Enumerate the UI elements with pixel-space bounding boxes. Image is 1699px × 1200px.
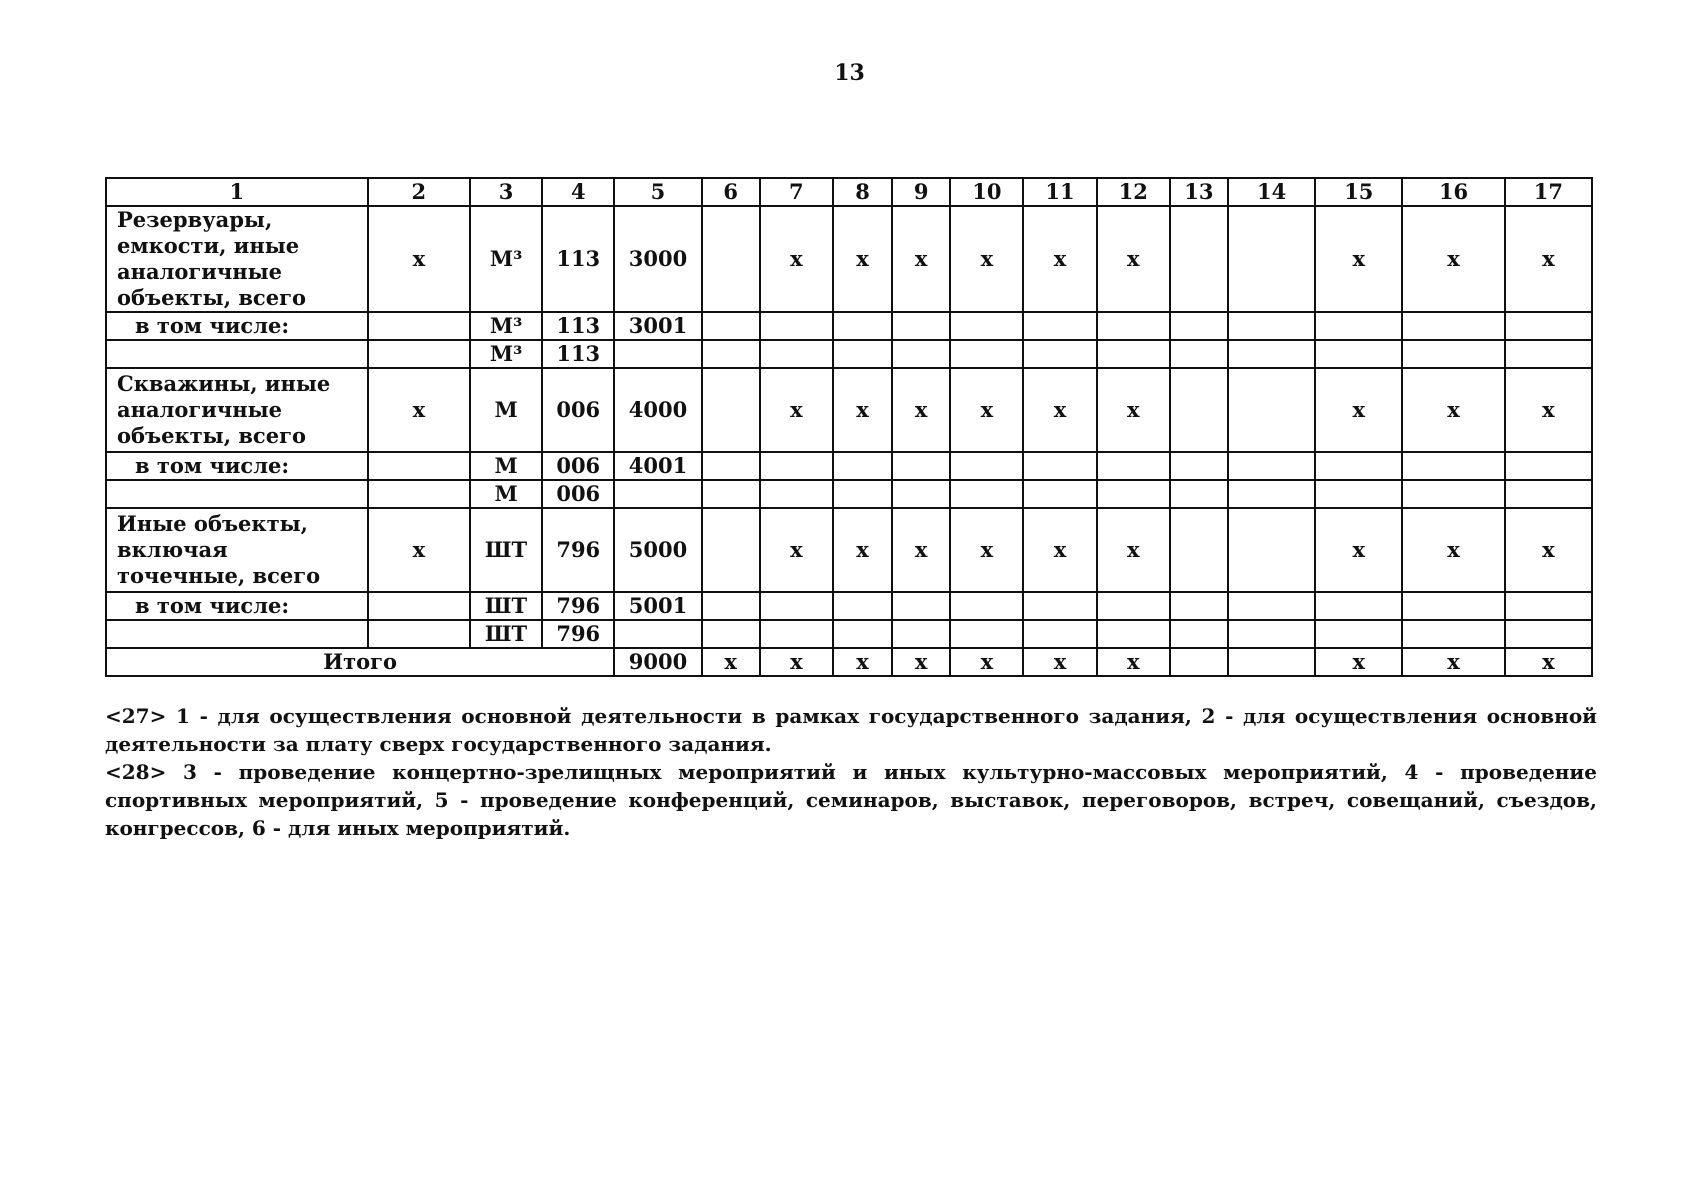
table-cell — [1228, 480, 1315, 508]
table-cell — [1097, 312, 1170, 340]
total-label-cell: Итого — [106, 648, 614, 676]
table-cell — [368, 620, 470, 648]
table-cell — [1023, 592, 1096, 620]
table-cell — [892, 312, 950, 340]
table-cell — [833, 452, 892, 480]
table-cell — [1170, 206, 1228, 312]
table-cell — [614, 620, 701, 648]
table-cell — [368, 312, 470, 340]
table-cell — [892, 340, 950, 368]
table-cell: 796 — [542, 620, 614, 648]
table-row-sub — [106, 452, 1592, 480]
table-cell — [1228, 340, 1315, 368]
table-cell: х — [760, 368, 833, 452]
table-cell: х — [1023, 508, 1096, 592]
table-cell: М — [470, 368, 542, 452]
table-cell — [833, 620, 892, 648]
table-cell — [950, 452, 1023, 480]
table-cell — [1228, 620, 1315, 648]
column-header-cell: 7 — [760, 178, 833, 206]
table-cell: х — [368, 508, 470, 592]
row-label-cell — [106, 480, 368, 508]
column-header-cell: 12 — [1097, 178, 1170, 206]
column-header-cell: 11 — [1023, 178, 1096, 206]
column-header-cell: 14 — [1228, 178, 1315, 206]
table-cell — [1097, 620, 1170, 648]
table-cell: х — [1315, 508, 1402, 592]
table-cell — [614, 340, 701, 368]
table-cell — [760, 620, 833, 648]
footnotes — [105, 702, 1597, 842]
table-cell — [368, 452, 470, 480]
table-cell: х — [760, 508, 833, 592]
total-cell — [1228, 648, 1315, 676]
table-cell — [950, 480, 1023, 508]
table-cell: 796 — [542, 508, 614, 592]
total-cell: х — [702, 648, 760, 676]
table-cell — [1023, 340, 1096, 368]
table-cell — [892, 592, 950, 620]
table-cell — [1505, 312, 1592, 340]
total-cell — [1170, 648, 1228, 676]
table-header-row — [106, 178, 1592, 206]
table-cell — [368, 592, 470, 620]
table-row-sub — [106, 592, 1592, 620]
column-header-cell: 3 — [470, 178, 542, 206]
table-cell — [833, 340, 892, 368]
column-header-cell: 10 — [950, 178, 1023, 206]
total-cell: х — [760, 648, 833, 676]
table-cell: х — [1315, 206, 1402, 312]
table-cell — [702, 340, 760, 368]
column-header-cell: 17 — [1505, 178, 1592, 206]
table-cell — [760, 480, 833, 508]
total-cell: х — [1402, 648, 1504, 676]
table-cell: 113 — [542, 340, 614, 368]
table-cell — [1170, 620, 1228, 648]
table-cell: М³ — [470, 206, 542, 312]
table-cell: х — [1097, 508, 1170, 592]
table-cell — [760, 312, 833, 340]
column-header-cell: 9 — [892, 178, 950, 206]
table-cell — [760, 452, 833, 480]
total-cell: х — [1505, 648, 1592, 676]
table-cell — [702, 206, 760, 312]
row-label-cell: Резервуары, емкости, иные аналогичные объекты, всего — [106, 206, 368, 312]
footnote-28: <28> 3 - проведение концертно-зрелищных мероприятий и иных культурно-массовых мероприятий, 4 - проведение спортивных мероприятий, 5 - проведение конференций, семинаров, выставок, переговоров, встреч, совещаний, съездов, конгрессов, 6 - для иных мероприятий. — [105, 760, 1597, 840]
table-cell: х — [892, 508, 950, 592]
page-number: 13 — [834, 60, 865, 86]
total-cell: х — [892, 648, 950, 676]
table-cell — [702, 368, 760, 452]
row-label-cell: в том числе: — [106, 452, 368, 480]
column-header-cell: 8 — [833, 178, 892, 206]
table-row-total — [106, 648, 1592, 676]
table-cell: 006 — [542, 452, 614, 480]
table-cell: 5001 — [614, 592, 701, 620]
table-cell: М³ — [470, 340, 542, 368]
table-cell: 006 — [542, 368, 614, 452]
table-cell — [1315, 340, 1402, 368]
table-cell — [1023, 452, 1096, 480]
table-cell — [1315, 480, 1402, 508]
table-cell — [1097, 480, 1170, 508]
table-cell — [614, 480, 701, 508]
table-cell: х — [1097, 368, 1170, 452]
row-label-cell — [106, 340, 368, 368]
row-label-cell: в том числе: — [106, 592, 368, 620]
table-row-group — [106, 368, 1592, 452]
table-cell — [1402, 452, 1504, 480]
table-cell — [1097, 592, 1170, 620]
table-cell — [1023, 312, 1096, 340]
table-row-sub — [106, 340, 1592, 368]
table-cell — [1228, 508, 1315, 592]
table-cell — [1315, 312, 1402, 340]
total-cell: х — [950, 648, 1023, 676]
table-cell — [1505, 480, 1592, 508]
table-cell — [1170, 452, 1228, 480]
table-cell — [702, 312, 760, 340]
table-cell: х — [368, 206, 470, 312]
table-cell — [1315, 592, 1402, 620]
table-cell: х — [1505, 508, 1592, 592]
table-cell — [1023, 480, 1096, 508]
table-cell — [760, 340, 833, 368]
table-row-sub — [106, 620, 1592, 648]
table-row-sub — [106, 312, 1592, 340]
table-cell: х — [1023, 368, 1096, 452]
table-cell — [1402, 480, 1504, 508]
table-cell: 113 — [542, 312, 614, 340]
table-cell — [368, 480, 470, 508]
table-cell — [1228, 368, 1315, 452]
table-cell — [1505, 592, 1592, 620]
table-cell — [833, 592, 892, 620]
total-cell: х — [833, 648, 892, 676]
table-cell — [1505, 452, 1592, 480]
table-cell: 4001 — [614, 452, 701, 480]
table-cell: х — [892, 368, 950, 452]
total-cell: х — [1097, 648, 1170, 676]
table-cell: 3001 — [614, 312, 701, 340]
column-header-cell: 1 — [106, 178, 368, 206]
table-cell: х — [892, 206, 950, 312]
table-cell: 006 — [542, 480, 614, 508]
table-cell: х — [1505, 206, 1592, 312]
table-cell — [1170, 508, 1228, 592]
table-cell — [1505, 620, 1592, 648]
table-cell: ШТ — [470, 508, 542, 592]
column-header-cell: 13 — [1170, 178, 1228, 206]
table-cell — [950, 620, 1023, 648]
table-cell — [892, 620, 950, 648]
table-cell — [833, 480, 892, 508]
table-cell — [1402, 340, 1504, 368]
footnote-27: <27> 1 - для осуществления основной деятельности в рамках государственного задания, 2 - для осуществления основной деятельности за плату сверх государственного задания. — [105, 704, 1597, 756]
table-row-group — [106, 508, 1592, 592]
table-cell — [950, 312, 1023, 340]
table-cell: х — [833, 206, 892, 312]
table-cell: ШТ — [470, 592, 542, 620]
total-cell: х — [1315, 648, 1402, 676]
column-header-cell: 6 — [702, 178, 760, 206]
table-cell — [1228, 452, 1315, 480]
table-cell: х — [950, 206, 1023, 312]
row-label-cell: Скважины, иные аналогичные объекты, всего — [106, 368, 368, 452]
table-cell: 3000 — [614, 206, 701, 312]
table-cell: 796 — [542, 592, 614, 620]
table-cell — [702, 508, 760, 592]
column-header-cell: 16 — [1402, 178, 1504, 206]
table-cell: х — [368, 368, 470, 452]
column-header-cell: 15 — [1315, 178, 1402, 206]
table-cell: х — [1097, 206, 1170, 312]
table-cell: х — [950, 368, 1023, 452]
data-table — [105, 177, 1593, 677]
table-cell: ШТ — [470, 620, 542, 648]
table-cell: М — [470, 452, 542, 480]
table-cell: х — [1023, 206, 1096, 312]
table-cell — [1228, 312, 1315, 340]
table-cell — [892, 452, 950, 480]
table-cell — [368, 340, 470, 368]
table-cell: х — [1402, 508, 1504, 592]
table-cell: 5000 — [614, 508, 701, 592]
total-cell: х — [1023, 648, 1096, 676]
table-cell: х — [833, 508, 892, 592]
table-cell — [950, 592, 1023, 620]
table-cell: х — [1505, 368, 1592, 452]
row-label-cell: Иные объекты, включая точечные, всего — [106, 508, 368, 592]
table-cell — [1170, 312, 1228, 340]
table-cell — [1505, 340, 1592, 368]
table-cell — [1023, 620, 1096, 648]
table-cell — [1097, 340, 1170, 368]
column-header-cell: 2 — [368, 178, 470, 206]
table-cell: х — [760, 206, 833, 312]
table-cell: х — [833, 368, 892, 452]
row-label-cell — [106, 620, 368, 648]
table-cell: х — [1402, 206, 1504, 312]
table-cell — [950, 340, 1023, 368]
table-cell — [1315, 620, 1402, 648]
table-cell — [1097, 452, 1170, 480]
table-cell — [1170, 480, 1228, 508]
table-cell — [1170, 592, 1228, 620]
table-cell — [702, 620, 760, 648]
total-cell: 9000 — [614, 648, 701, 676]
table-cell — [1315, 452, 1402, 480]
table-cell: М — [470, 480, 542, 508]
table-cell — [1228, 592, 1315, 620]
table-cell — [1402, 592, 1504, 620]
column-header-cell: 4 — [542, 178, 614, 206]
column-header-cell: 5 — [614, 178, 701, 206]
table-cell — [702, 480, 760, 508]
table-cell — [1170, 340, 1228, 368]
table-cell: 113 — [542, 206, 614, 312]
table-cell — [702, 452, 760, 480]
table-cell: х — [1315, 368, 1402, 452]
table-body — [106, 178, 1592, 676]
table-cell: х — [950, 508, 1023, 592]
table-cell — [833, 312, 892, 340]
table-cell: 4000 — [614, 368, 701, 452]
table-cell — [1402, 312, 1504, 340]
table-cell: х — [1402, 368, 1504, 452]
table-row-group — [106, 206, 1592, 312]
table-cell — [760, 592, 833, 620]
row-label-cell: в том числе: — [106, 312, 368, 340]
table-cell — [1228, 206, 1315, 312]
table-cell — [892, 480, 950, 508]
table-cell — [1402, 620, 1504, 648]
table-cell — [702, 592, 760, 620]
table-row-sub — [106, 480, 1592, 508]
table-cell: М³ — [470, 312, 542, 340]
table-cell — [1170, 368, 1228, 452]
